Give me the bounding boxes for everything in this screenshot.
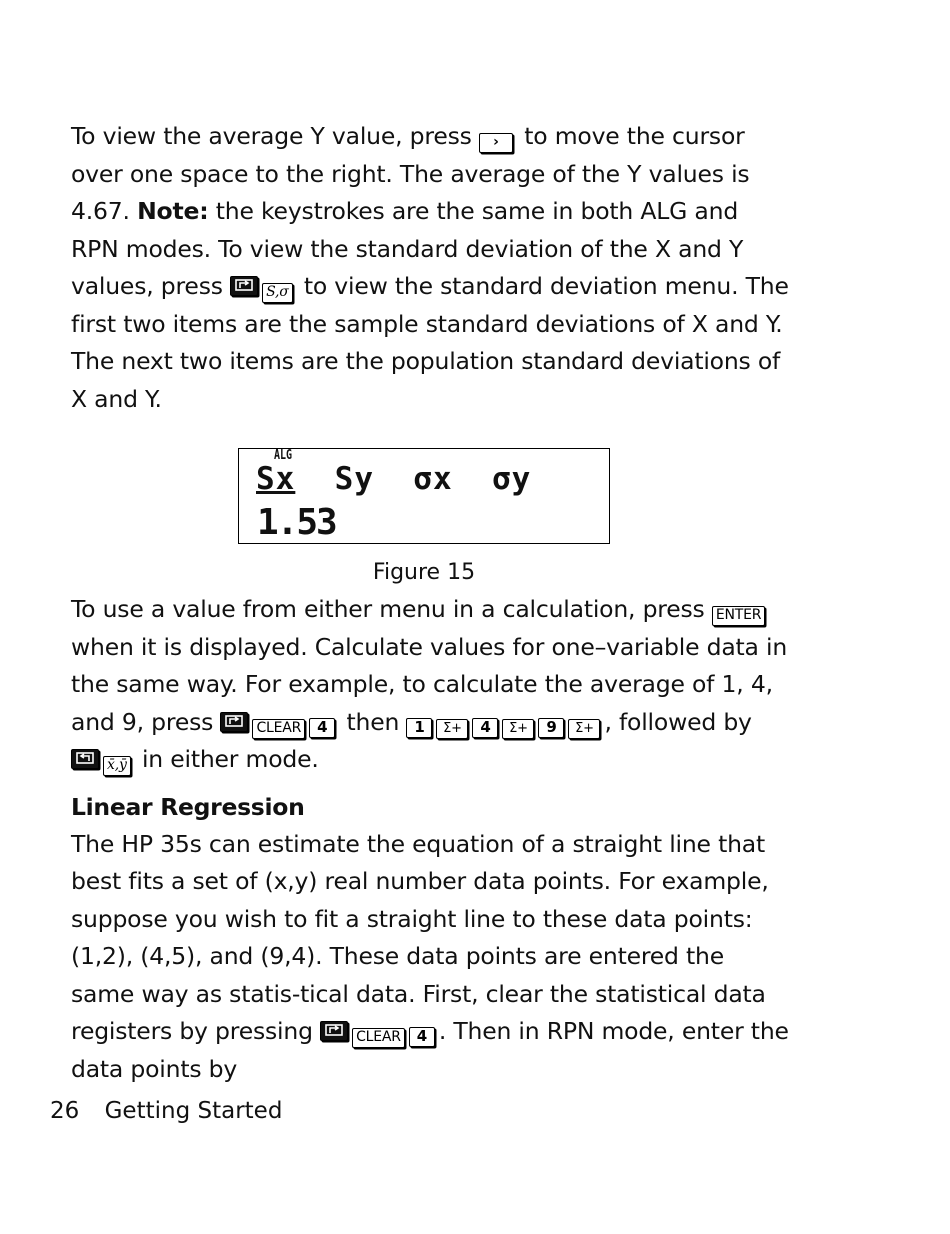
section-heading: Linear Regression — [71, 792, 305, 821]
key-4: 4 — [309, 718, 335, 738]
text: . Then in RPN mode, enter the data points by — [71, 1017, 789, 1083]
right-shift-key-icon — [220, 712, 248, 732]
clear-key: CLEAR — [352, 1028, 405, 1048]
key-1: 1 — [406, 718, 432, 738]
right-shift-key-icon — [320, 1021, 348, 1041]
figure-caption: Figure 15 — [372, 560, 476, 585]
manual-page — [71, 118, 791, 1088]
text: The HP 35s can estimate the equation of a straight line that best fits a set of (x,y) real number data points. For example, suppose you wish to fit a straight line to these data points: (1,2), (4,5), and (9,4). These data points are entered the same way as statis-tical data. First, clear the statistical data registers by pressing — [71, 829, 769, 1045]
key-9: 9 — [538, 718, 564, 738]
xbar-ybar-key: x̄,ȳ — [103, 756, 131, 776]
text: To use a value from either menu in a calculation, press — [71, 595, 705, 623]
key-4: 4 — [472, 718, 498, 738]
calculator-display — [238, 448, 610, 544]
sigma-plus-key: Σ+ — [436, 719, 468, 739]
text: to move the cursor over one space to the right. The average of the Y values is 4.67. — [71, 122, 750, 225]
paragraph-linear-regression — [71, 826, 791, 1089]
sigma-plus-key: Σ+ — [568, 719, 600, 739]
text: the keystrokes are the same in both ALG and RPN modes. To view the standard deviation of the X and Y values, press — [71, 197, 744, 300]
right-shift-key-icon — [230, 276, 258, 296]
text: To view the average Y value, press — [71, 122, 472, 150]
right-arrow-key: › — [479, 133, 513, 153]
clear-key: CLEAR — [252, 719, 305, 739]
display-menu — [256, 461, 531, 497]
enter-key: ENTER — [712, 606, 765, 626]
key-4: 4 — [409, 1027, 435, 1047]
s-sigma-key: S,σ — [262, 283, 293, 303]
text: , followed by — [604, 707, 752, 736]
text: in either mode. — [141, 745, 319, 773]
paragraph-average-y — [71, 118, 791, 418]
text: then — [346, 707, 400, 736]
page-number: 26 — [50, 1098, 80, 1124]
menu-selected-item: Sx — [256, 461, 296, 497]
menu-other-items: Sy σx σy — [295, 461, 532, 497]
alg-annunciator: ALG — [274, 448, 293, 463]
note-label: Note: — [137, 197, 209, 225]
page-footer — [50, 1098, 282, 1124]
paragraph-use-value — [71, 591, 791, 779]
text: when it is displayed. Calculate values for one–variable data in the same way. For example, to calculate the average of 1, 4, and 9, press — [71, 632, 788, 736]
sigma-plus-key: Σ+ — [502, 719, 534, 739]
footer-section-title: Getting Started — [104, 1098, 283, 1124]
left-shift-key-icon — [71, 749, 99, 769]
text: to view the standard deviation menu. The first two items are the sample standard deviations of X and Y. The next two items are the population standard deviations of X and Y. — [71, 272, 789, 413]
display-value: 1.53 — [257, 502, 336, 543]
